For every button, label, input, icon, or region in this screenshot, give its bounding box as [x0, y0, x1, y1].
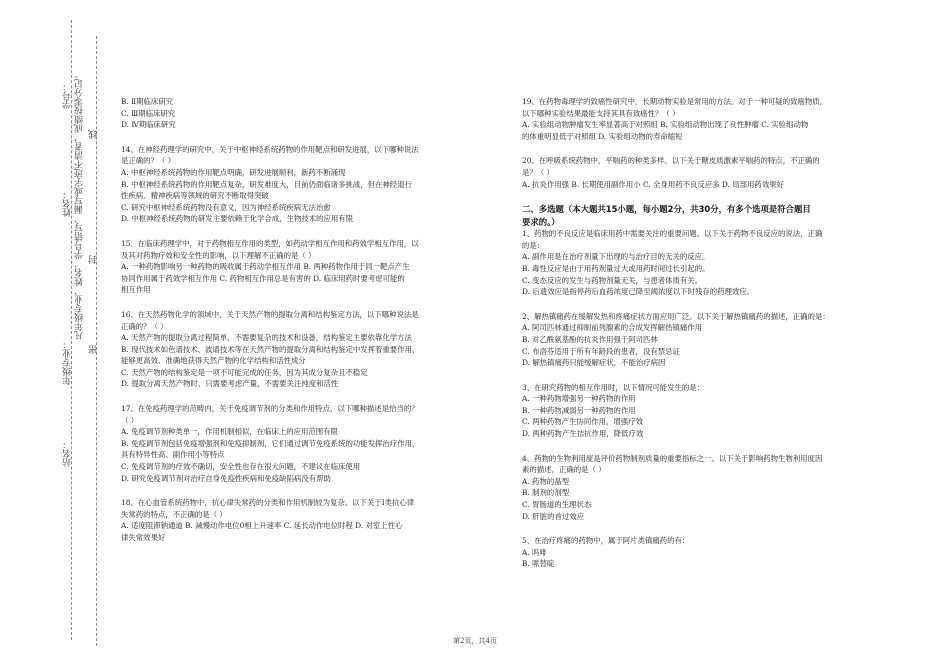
answer-option: D. Ⅳ期临床研究: [121, 120, 176, 130]
answer-option: A. 天然产物的提取分离过程简单，不需要复杂的技术和设备，结构鉴定主要依靠化学方法: [121, 333, 412, 343]
answer-option: A. 适度阻滞钠通道 B. 减慢动作电位0相上升速率 C. 延长动作电位时程 D. 对室上性心: [121, 521, 403, 531]
question-text: 能够更高效、准确地获得天然产物的化学结构和活性成分: [121, 356, 306, 366]
answer-option: C. 研究中枢神经系统药物没有意义，因为神经系统疾病无法治愈: [121, 202, 331, 212]
question-text: 以下哪种实验结果最能支持其具有致癌性？（ ）: [522, 108, 680, 118]
answer-option: D. 提取分离天然产物时，只需要考虑产量，不需要关注纯度和活性: [121, 379, 339, 389]
answer-option: B. 中枢神经系统药物的作用靶点复杂，研发难度大，目前仍面临诸多挑战，但在神经退行: [121, 179, 412, 189]
mark-xian: 线: [89, 130, 99, 139]
left-column: [121, 96, 466, 544]
spacer: [522, 440, 874, 453]
question-text: 1、药物的不良反应是临床用药中需要关注的重要问题。以下关于药物不良反应的说法，正确: [522, 229, 823, 239]
binding-instruction: 凡年级专业、姓名、学号错写、漏写或字迹不清者，成绩按零分记。: [75, 70, 85, 340]
spacer: [121, 484, 466, 497]
question-text: 3、在研究药物的相互作用时，以下情况可能发生的是：: [522, 382, 705, 392]
answer-option: C. 两种药物产生协同作用，增强疗效: [522, 417, 643, 427]
question-text: （ ）: [121, 415, 139, 425]
answer-option: D. 两种药物产生拮抗作用，降低疗效: [522, 429, 644, 439]
question-text: 4、药物的生物利用度是评价药物制剂质量的重要指标之一。以下关于影响药物生物利用度因: [522, 453, 823, 463]
answer-option: A. 实验组动物肿瘤发生率显著高于对照组 B. 实验组动物出现了良性肿瘤 C. 实验组动物: [522, 120, 809, 130]
question-text: 16、在天然药物化学的领域中，关于天然产物的提取分离和结构鉴定方法，以下哪种说法是: [121, 309, 419, 319]
spacer: [522, 522, 874, 535]
answer-option: A. 吗啡: [522, 547, 547, 557]
question-text: 协同作用属于药效学相互作用 C. 药物相互作用总是有害的 D. 临床用药时要考虑可能的: [121, 273, 405, 283]
question-text: 17、在免疫药理学的范畴内，关于免疫调节剂的分类和作用特点，以下哪种描述是恰当的？: [121, 404, 419, 414]
name-label: 姓名：: [63, 190, 73, 217]
spacer: [522, 369, 874, 382]
answer-option: D. 后遗效应是指停药后血药浓度已降至阈浓度以下时残存的药理效应。: [522, 287, 755, 297]
station-label: 站名：: [63, 440, 73, 467]
question-text: 正确的？（ ）: [121, 321, 168, 331]
question-text: 5、在治疗疼痛的药物中，属于阿片类镇痛药的有：: [522, 536, 690, 546]
answer-option: B. 对乙酰氨基酚的抗炎作用强于阿司匹林: [522, 334, 658, 344]
answer-option: B. Ⅱ期临床研究: [121, 97, 174, 106]
question-text: 18、在心血管系统药物中，抗心律失常药的分类和作用机制较为复杂。以下关于Ⅰ类抗心律: [121, 498, 415, 508]
answer-option: C. 布洛芬适用于所有年龄段的患者，没有禁忌证: [522, 346, 680, 356]
answer-option: B. 免疫调节剂包括免疫增强剂和免疫抑制剂，它们通过调节免疫系统的功能发挥治疗作用，: [121, 438, 420, 448]
grade-major-label: 年级专业：: [63, 340, 73, 385]
answer-option: A. 中枢神经系统药物的作用靶点明确，研发进展顺利，新药不断涌现: [121, 167, 346, 177]
question-text: 的体重明显低于对照组 D. 实验组动物的寿命缩短: [522, 131, 683, 141]
section-title: 二、多选题（本大题共15小题，每小题2分，共30分，有多个选项是符合题目: [522, 204, 811, 215]
question-text: 15、在临床药理学中，对于药物相互作用的类型，如药动学相互作用和药效学相互作用，以: [121, 238, 419, 248]
question-text: 19、在药物毒理学的致癌性研究中，长期动物实验是常用的方法。对于一种可疑的致癌物质，: [522, 97, 828, 106]
spacer: [121, 390, 466, 403]
question-text: 20、在呼吸系统药物中，平喘药的种类多样。以下关于糖皮质激素平喘药的特点，不正确的: [522, 156, 820, 166]
answer-option: D. 中枢神经系统药物的研发主要依赖于化学合成，生物技术的应用有限: [121, 214, 354, 224]
answer-option: B. 现代技术如色谱技术、波谱技术等在天然产物的提取分离和结构鉴定中发挥着重要作用，: [121, 344, 420, 354]
answer-option: B. 一种药物减弱另一种药物的作用: [522, 405, 636, 415]
student-id-label: 学号：: [63, 82, 73, 109]
binding-dash-line-outer: [96, 36, 97, 646]
question-text: 及其对药物疗效和安全性的影响，以下理解不正确的是（ ）: [121, 250, 316, 260]
answer-option: C. Ⅲ期临床研究: [121, 108, 176, 118]
answer-option: C. 免疫调节剂的疗效不确切，安全性也存在很大问题，不建议在临床使用: [121, 462, 361, 472]
spacer: [522, 190, 874, 203]
mark-feng: 封: [89, 255, 99, 264]
question-text: 14、在神经药理学的研究中，关于中枢神经系统药物的作用靶点和研发进展，以下哪种说法: [121, 144, 419, 154]
answer-option: C. 变态反应的发生与药物剂量无关，与患者体质有关。: [522, 275, 703, 285]
answer-option: A. 阿司匹林通过抑制前列腺素的合成发挥解热镇痛作用: [522, 323, 703, 333]
binding-dash-line-inner: [71, 20, 72, 640]
question-text: 的是：: [522, 240, 545, 250]
answer-option: B. 哌替啶: [522, 559, 555, 569]
question-text: 相互作用: [121, 285, 151, 295]
answer-option: A. 一种药物影响另一种药物的吸收属于药动学相互作用 B. 两种药物作用于同一靶点产生: [121, 262, 410, 272]
question-text: 性疾病、精神疾病等领域的研究不断取得突破: [121, 191, 269, 201]
question-text: 具有特异性高、副作用小等特点: [121, 450, 225, 460]
question-text: 2、解热镇痛药在缓解发热和疼痛症状方面应用广泛。以下关于解热镇痛药的描述，正确的是：: [522, 311, 830, 321]
spacer: [121, 131, 466, 144]
answer-option: D. 研究免疫调节剂对治疗自身免疫性疾病和免疫缺陷病没有帮助: [121, 473, 331, 483]
page-footer: 第2页，共4页: [453, 637, 497, 645]
question-text: 是？（ ）: [522, 167, 554, 177]
spacer: [522, 142, 874, 155]
answer-option: A. 免疫调节剂种类单一，作用机制相似，在临床上的应用范围有限: [121, 427, 338, 437]
question-text: 失常药的特点，不正确的是（ ）: [121, 509, 227, 519]
answer-option: A. 副作用是在治疗剂量下出现的与治疗目的无关的反应。: [522, 252, 710, 262]
answer-option: D. 解热镇痛药只能缓解症状，不能治疗病因: [522, 358, 666, 368]
answer-option: B. 制剂的剂型: [522, 488, 570, 498]
question-text: 律失常效果好: [121, 533, 166, 542]
binding-margin: [0, 0, 110, 672]
question-text: 素的描述，正确的是（ ）: [522, 465, 606, 475]
answer-option: C. 胃肠道的生理状态: [522, 500, 592, 510]
answer-option: A. 抗炎作用强 B. 长期使用副作用小 C. 全身用药不良反应多 D. 局部用药效果好: [522, 179, 784, 189]
mark-mi: 密: [89, 345, 99, 354]
answer-option: C. 天然产物的结构鉴定是一项不可能完成的任务，因为其成分复杂且不稳定: [121, 367, 368, 377]
spacer: [121, 225, 466, 238]
spacer: [121, 296, 466, 309]
question-text: 是正确的？（ ）: [121, 156, 176, 166]
right-column: [522, 96, 874, 570]
answer-option: B. 毒性反应是由于用药剂量过大或用药时间过长引起的。: [522, 263, 710, 273]
answer-option: A. 药物的晶型: [522, 476, 569, 486]
section-title: 要求的。）: [522, 216, 560, 227]
answer-option: D. 肝脏的首过效应: [522, 511, 585, 521]
answer-option: A. 一种药物增强另一种药物的作用: [522, 394, 636, 404]
spacer: [522, 298, 874, 311]
